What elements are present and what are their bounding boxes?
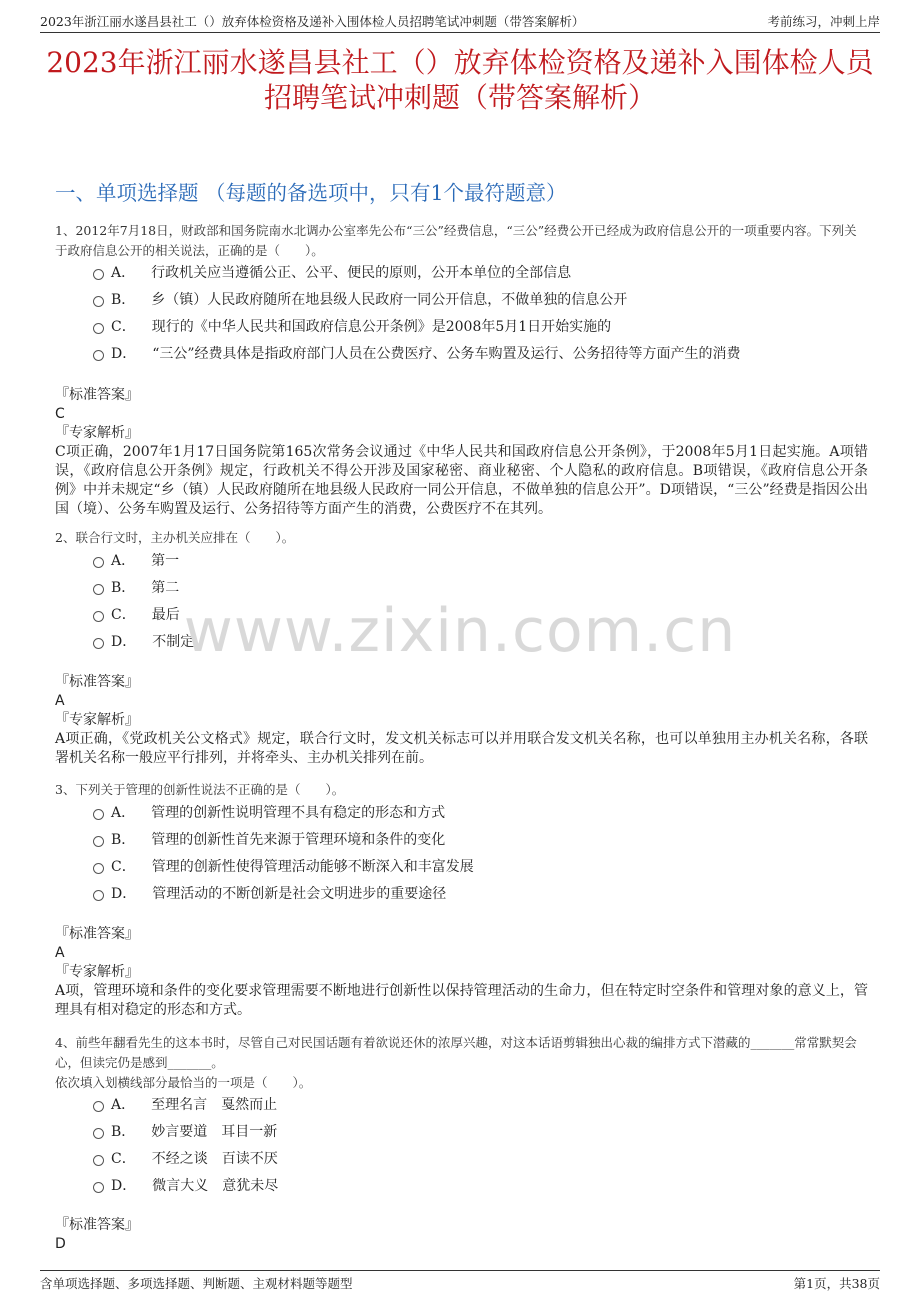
header-doc-title: 2023年浙江丽水遂昌县社工（）放弃体检资格及递补入围体检人员招聘笔试冲刺题（带答案解析） (40, 14, 585, 29)
answer-value: D (55, 1236, 66, 1252)
radio-button-icon[interactable] (93, 1155, 104, 1166)
question-4-stem-text: 4、前些年翻看先生的这本书时，尽管自己对民国话题有着欲说还休的浓厚兴趣，对这本话语剪辑独出心裁的编排方式下潜藏的_______常常默契会心，但读完仍是感到_______。 (55, 1035, 857, 1070)
radio-button-icon[interactable] (93, 1101, 104, 1112)
question-1-stem: 1、2012年7月18日，财政部和国务院南水北调办公室率先公布“三公”经费信息，“三公”经费公开已经成为政府信息公开的一项重要内容。下列关于政府信息公开的相关说法，正确的是（ ）。 (55, 223, 857, 258)
question-4-stem-instruction: 依次填入划横线部分最恰当的一项是（ ）。 (55, 1075, 312, 1090)
option-a[interactable]: A． 管理的创新性说明管理不具有稳定的形态和方式 (93, 798, 474, 825)
answer-value: A (55, 693, 65, 709)
radio-button-icon[interactable] (93, 836, 104, 847)
radio-button-icon[interactable] (93, 584, 104, 595)
radio-button-icon[interactable] (93, 1182, 104, 1193)
option-d[interactable]: D． 微言大义 意犹未尽 (93, 1171, 278, 1198)
option-d[interactable]: D． 不制定 (93, 627, 194, 654)
radio-button-icon[interactable] (93, 863, 104, 874)
question-2-stem: 2、联合行文时，主办机关应排在（ ）。 (55, 530, 295, 545)
answer-label: 『标准答案』 (55, 1217, 139, 1233)
answer-label: 『标准答案』 (55, 387, 139, 403)
analysis-text: A项正确，《党政机关公文格式》规定，联合行文时，发文机关标志可以并用联合发文机关名称，也可以单独用主办机关名称，各联署机关名称一般应平行排列，并将牵头、主办机关排列在前。 (55, 731, 868, 766)
answer-value: C (55, 406, 65, 422)
footer-question-types: 含单项选择题、多项选择题、判断题、主观材料题等题型 (40, 1276, 353, 1291)
option-b[interactable]: B． 第二 (93, 573, 194, 600)
page-title: 2023年浙江丽水遂昌县社工（）放弃体检资格及递补入围体检人员招聘笔试冲刺题（带答案解析） (46, 46, 874, 114)
option-c[interactable]: C． 不经之谈 百读不厌 (93, 1144, 278, 1171)
option-c[interactable]: C． 最后 (93, 600, 194, 627)
option-c[interactable]: C． 现行的《中华人民共和国政府信息公开条例》是2008年5月1日开始实施的 (93, 312, 741, 339)
section-title: 一、单项选择题 （每题的备选项中，只有1个最符题意） (55, 181, 567, 205)
radio-button-icon[interactable] (93, 296, 104, 307)
radio-button-icon[interactable] (93, 323, 104, 334)
option-a[interactable]: A． 至理名言 戛然而止 (93, 1090, 278, 1117)
analysis-label: 『专家解析』 (55, 712, 139, 728)
option-b[interactable]: B． 乡（镇）人民政府随所在地县级人民政府一同公开信息，不做单独的信息公开 (93, 285, 741, 312)
question-1-answer-block (55, 386, 868, 519)
radio-button-icon[interactable] (93, 557, 104, 568)
question-3-stem: 3、下列关于管理的创新性说法不正确的是（ ）。 (55, 782, 345, 797)
radio-button-icon[interactable] (93, 269, 104, 280)
question-3-options (93, 798, 474, 906)
option-c[interactable]: C． 管理的创新性使得管理活动能够不断深入和丰富发展 (93, 852, 474, 879)
analysis-text: A项，管理环境和条件的变化要求管理需要不断地进行创新性以保持管理活动的生命力，但在特定时空条件和管理对象的意义上，管理具有相对稳定的形态和方式。 (55, 983, 868, 1018)
page-header (40, 12, 880, 33)
option-d[interactable]: D． “三公”经费具体是指政府部门人员在公费医疗、公务车购置及运行、公务招待等方面产生的消费 (93, 339, 741, 366)
answer-value: A (55, 945, 65, 961)
question-1-options (93, 258, 741, 366)
analysis-text: C项正确，2007年1月17日国务院第165次常务会议通过《中华人民共和国政府信息公开条例》，于2008年5月1日起实施。A项错误，《政府信息公开条例》规定，行政机关不得公开涉及国家秘密、商业秘密、个人隐私的政府信息。B项错误，《政府信息公开条例》中并未规定“乡（镇）人民政府随所在地县级人民政府一同公开信息，不做单独的信息公开”。D项错误，“三公”经费是指因公出国（境）、公务车购置及运行、公务招待等方面产生的消费，公费医疗不在其列。 (55, 444, 868, 517)
analysis-label: 『专家解析』 (55, 964, 139, 980)
question-3-answer-block (55, 925, 868, 1020)
radio-button-icon[interactable] (93, 890, 104, 901)
radio-button-icon[interactable] (93, 1128, 104, 1139)
analysis-label: 『专家解析』 (55, 425, 139, 441)
option-a[interactable]: A． 行政机关应当遵循公正、公平、便民的原则，公开本单位的全部信息 (93, 258, 741, 285)
answer-label: 『标准答案』 (55, 674, 139, 690)
header-slogan: 考前练习，冲刺上岸 (767, 14, 880, 29)
question-2-answer-block (55, 673, 868, 768)
option-d[interactable]: D． 管理活动的不断创新是社会文明进步的重要途径 (93, 879, 474, 906)
page-number: 第1页，共38页 (793, 1276, 880, 1291)
option-b[interactable]: B． 管理的创新性首先来源于管理环境和条件的变化 (93, 825, 474, 852)
answer-label: 『标准答案』 (55, 926, 139, 942)
watermark: www.zixin.com.cn (183, 596, 737, 666)
radio-button-icon[interactable] (93, 809, 104, 820)
question-4-options (93, 1090, 278, 1198)
radio-button-icon[interactable] (93, 350, 104, 361)
question-4-answer-block (55, 1216, 868, 1254)
page-footer (40, 1270, 880, 1293)
option-a[interactable]: A． 第一 (93, 546, 194, 573)
option-b[interactable]: B． 妙言要道 耳目一新 (93, 1117, 278, 1144)
question-4-stem (55, 1033, 862, 1093)
